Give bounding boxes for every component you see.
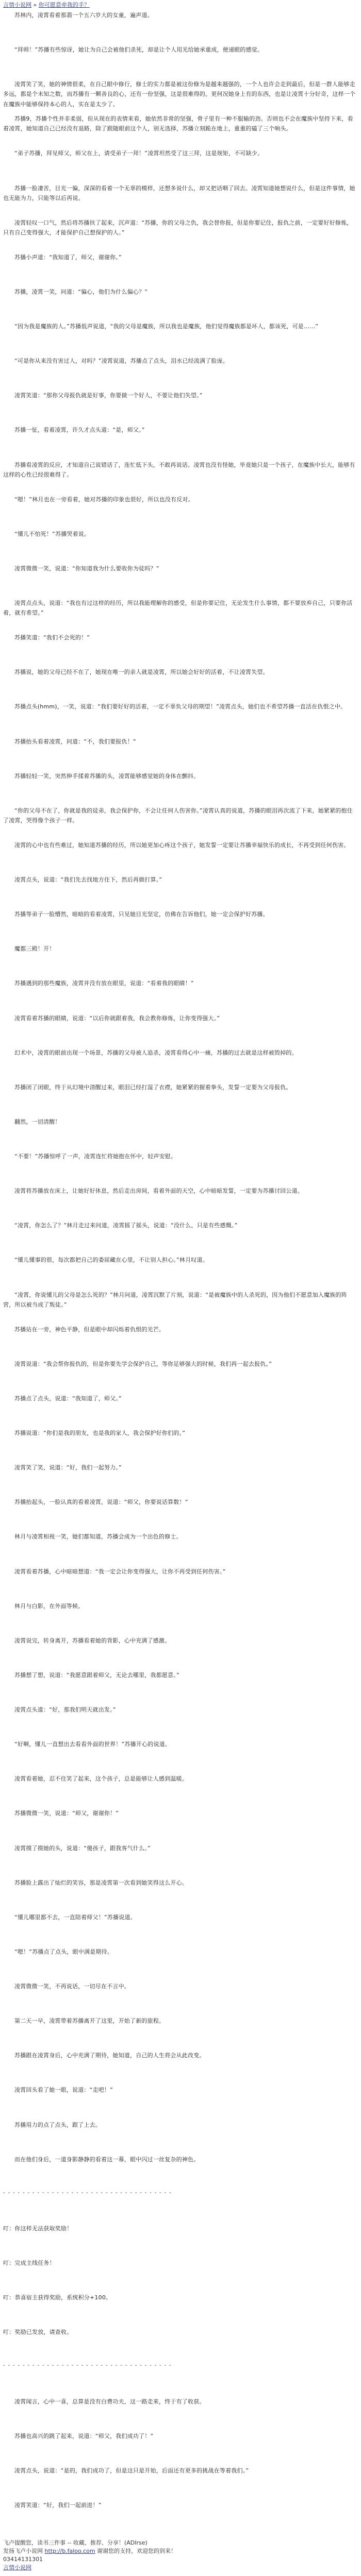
story-paragraph: 林月与白影，在外面等候。 [14, 1603, 84, 1609]
story-paragraph: 苏播，凌霄一笑，问道：“偏心，他们为什么偏心？” [14, 289, 148, 295]
breadcrumb-title-link[interactable]: 你可愿意牵我的手？ [38, 2, 90, 8]
story-paragraph: 苏播闭了闭眼，终于从幻境中清醒过来，眼泪已经打湿了衣襟，她紧紧的握着拳头，发誓一定要为父母报仇。 [14, 1084, 292, 1091]
system-note: 叮：奖励已发放，请查收。 [3, 2329, 73, 2335]
section-divider: - - - - - - - - - - - - - - - - - - - - - - - - - - - - - - - - - - - [3, 2362, 172, 2368]
section-divider: - - - - - - - - - - - - - - - - - - - - - - - - - - - - - - - - - - - [3, 2189, 172, 2196]
story-paragraph: 凌霄点头，说道：“我们先去找地方住下，然后再做打算。” [14, 876, 162, 883]
story-paragraph: 苏播9，苏播个性并非柔弱，但从现在的表情来看，她依然非常的坚强，骨子里有一种不服输的劲。否则也不会在魔族中坚持下来，看着凌霄，她知道自己已经没有退路，除了跟随眼前这个人，别无选择，苏播立刻跪在地上，重重的磕了三个响头。 [3, 115, 353, 132]
story-paragraph: 凌霄闻言，心中一喜，总算是没有白费功夫，这一路走来，终于有了收获。 [14, 2398, 205, 2405]
story-paragraph: 凌霄点头，说道：“是的，我们成功了，但是这只是开始，后面还有更多的挑战在等着我们。” [14, 2467, 249, 2474]
system-note: 叮：你这样无法获取奖励！ [3, 2225, 73, 2232]
story-paragraph: 幻术中，凌霄的眼前出现一个场景，苏播的父母被人追杀，凌霄看得心中一痛，苏播的过去就是这样被毁掉的。 [14, 1049, 298, 1056]
story-paragraph: 苏播抬起头，一脸认真的看着凌霄，说道：“师父，你要说话算数！” [14, 1499, 188, 1505]
story-paragraph: 凌霄笑了笑，她的神情很柔，在自己眼中修行，修士的实力都是被这份修为是越来越强的，一个人也许会走到最后，但是一群人能够走多远，都是个未知之数，而苏播有一颗善良的心，还有一份坚强，这是很难得的。更何况她身上有的东西，也是让凌霄十分好奇，这样一个在魔族中能够保持本心的人，实在是太少了。 [3, 81, 356, 108]
story-paragraph: 凌霄摸了摸她的头，说道：“傻孩子，跟我客气什么。” [14, 1845, 151, 1852]
breadcrumb-separator: » [31, 2, 39, 8]
story-paragraph: “因为我是魔族的人。”苏播低声说道，“我的父母是魔族，所以我也是魔族，他们觉得魔族都是坏人，都该死，可是……” [14, 323, 319, 330]
breadcrumb-site-link[interactable]: 言情小说网 [3, 2, 31, 8]
story-paragraph: 凌霄轻叹一口气，然后将苏播扶了起来，沉声道：“苏播，你的父母之仇，我会替你报，但是你要记住，报仇之前，一定要好好修炼，只有自己变得强大，才能保护自己想保护的人。” [3, 219, 353, 236]
footer-date: 03414131301 [3, 2556, 43, 2563]
story-paragraph: 苏播轻轻一笑，突然伸手揉着苏播的头，凌霄能够感觉她的身体在颤抖。 [14, 773, 200, 779]
story-paragraph: 凌霄说道：“我会帮你报仇的，但是你要先学会保护自己，等你足够强大的时候，我们再一起去报仇。” [14, 1361, 272, 1367]
story-paragraph: 苏播抬头看着凌霄，问道：“不，我们要报仇！” [14, 738, 136, 745]
story-paragraph: 苏播遇到的那些魔族，凌霄并没有放在眼里，说道：“看着我的眼睛！” [14, 980, 194, 987]
story-paragraph: 苏播想了想，说道：“我愿意跟着师父，无论去哪里，我都愿意。” [14, 1672, 179, 1679]
story-paragraph: “懂儿懂事的很，每次都把自己的委屈藏在心里，不让别人担心。”林月叹道。 [14, 1257, 208, 1263]
story-paragraph: 翻然，一切清醒！ [14, 1118, 61, 1125]
system-note: 叮：完成主线任务！ [3, 2260, 55, 2266]
story-paragraph: “凌霄，你怎么了？”林月走过来问道，凌霄摇了摇头，说道：“没什么，只是有些感慨。” [14, 1222, 238, 1229]
story-paragraph: “嗯！”苏播点了点头，眼中满是期待。 [14, 1948, 113, 1955]
story-paragraph: “好啊，懂儿一直想出去看看外面的世界！”苏播开心的说道。 [14, 1741, 171, 1748]
story-paragraph: 凌霄微微一笑，说道：“你知道我为什么要收你为徒吗？” [14, 565, 159, 572]
story-paragraph: 凌霄将苏播放在床上，让她好好休息，然后走出房间，看着外面的天空，心中暗暗发誓，一定要为苏播讨回公道。 [14, 1188, 303, 1194]
story-paragraph: 苏播一怔，看着凌霄，许久才点头道：“是，师父。” [14, 427, 145, 433]
story-paragraph: 凌霄点头道：“好，那我们明天就出发。” [14, 1706, 116, 1713]
story-paragraph: 凌霄笑道：“那你父母报仇就是好事，你要做一个好人，不要让他们失望。” [14, 392, 203, 399]
story-paragraph: “凌霄，你说懂儿的父母是怎么死的？”林月问道，凌霄沉默了片刻，说道：“是被魔族中的人杀死的，因为他们不愿意加入魔族的阵营，所以被当成了叛徒。” [3, 1292, 347, 1309]
story-paragraph: 苏播说道：“你们是我的朋友，也是我的家人，我会保护好你们的。” [14, 1430, 186, 1436]
story-paragraph: 苏播看凌霄的反应，才知道自己说错话了，连忙低下头，不敢再说话。凌霄也没有怪她，毕竟她只是一个孩子，在魔族中长大，能够有这样的心性已经很难得了。 [3, 462, 355, 479]
system-note: 叮：恭喜宿主获得奖励，系统积分+100。 [3, 2294, 112, 2301]
story-paragraph: “拜师！”苏播有些惊讶，她让为自己会被他们杀死，却是让个人用光给她承重成，便递眼的感觉。 [14, 46, 264, 53]
footer-site-prefix: 发扬飞卢小说网 [3, 2548, 43, 2554]
story-paragraph: “懂儿哪里都不去，一直陪着师父！”苏播说道。 [14, 1914, 136, 1921]
footer-site-suffix: 谢谢您的支持，欢迎您的到来！ [97, 2548, 177, 2554]
story-paragraph: 凌霄回头看了她一眼，说道：“走吧！” [14, 2087, 113, 2093]
story-paragraph: 苏播笑道：“我们不会死的！” [14, 634, 90, 641]
story-paragraph: 苏播也高兴的跳了起来，说道：“师父，我们成功了！” [14, 2433, 154, 2439]
story-paragraph: 凌霄说完，转身离开，苏播看着她的背影，心中充满了感激。 [14, 1637, 171, 1644]
story-paragraph: 第二天一早，凌霄带着苏播离开了这里，开始了新的旅程。 [14, 2018, 165, 2024]
story-paragraph: 凌霄看着苏播，心中暗暗想道：“我一定会让你变得强大，让你不再受到任何伤害。” [14, 1568, 226, 1575]
story-paragraph: 苏播站在一旁，神色平静，但是眼中却闪烁着仇恨的光芒。 [14, 1326, 165, 1333]
story-paragraph: “可是你从来没有害过人，对吗？”凌霄说道，苏播点了点头，泪水已经流满了脸庞。 [14, 358, 228, 364]
story-paragraph: 苏播点头(hmm)，一笑，说道：“我们要好好的活着，一定不辜负父母的期望！”凌霄点头，她们也不希望苏播一直活在仇恨之中。 [14, 703, 347, 710]
story-paragraph: 苏林内，凌霄看着那翡一个五六岁大的女童，遍声道。 [14, 12, 153, 19]
story-paragraph: 而在他们身后，一道身影静静的看着这一幕，眼中闪过一丝复杂的神色。 [14, 2156, 200, 2163]
footer-site-link[interactable]: http://b.faloo.com [44, 2548, 95, 2554]
story-paragraph: “弟子苏播，拜见师父，师父在上，请受弟子一拜！”凌霄坦然受了这三拜，这是规矩，不可缺少。 [14, 150, 264, 157]
page-footer [3, 2539, 358, 2572]
story-paragraph: 苏播小声道：“我知道了，师父，谢谢你。” [14, 254, 122, 261]
story-paragraph: “你的父母不在了，你就是我的徒弟，我会保护你，不会让任何人伤害你。”凌霄认真的说道，苏播的眼泪再次流了下来，她紧紧的抱住了凌霄，哭得像个孩子一样。 [3, 807, 353, 824]
story-paragraph: 苏播点了点头，说道：“我知道了，师父。” [14, 1395, 122, 1402]
story-paragraph: 凌霄的心中也有些难过，她知道苏播的经历，所以她更加心疼这个孩子，她发誓一定要让苏播幸福快乐的成长，不再受到任何伤害。 [14, 842, 350, 849]
footer-bottom-line [3, 2564, 358, 2572]
story-paragraph: 苏播微微一笑，说道：“师父，谢谢你！” [14, 1810, 119, 1817]
story-paragraph: “不要！”苏播惊呼了一声，凌霄连忙将她抱在怀中，轻声安慰。 [14, 1153, 177, 1160]
footer-site-line [3, 2547, 358, 2555]
story-paragraph: “懂儿不怕死！”苏播哭着说。 [14, 531, 90, 537]
story-paragraph: 凌霄看着苏播的眼睛，说道：“以后你就跟着我，我会教你修炼，让你变得强大。” [14, 1015, 220, 1022]
story-paragraph: 魔都三殿！开！ [14, 945, 55, 952]
story-paragraph: 苏播说，她的父母已经不在了，她现在唯一的亲人就是凌霄，所以她会好好的活着，不让凌霄失望。 [14, 669, 269, 675]
story-paragraph: 苏播脸上露出了灿烂的笑容，那是凌霄第一次看到她笑得这么开心。 [14, 1879, 188, 1886]
story-paragraph: “嗯！”林月也在一旁看着，她对苏播的印象也很好，所以也没有反对。 [14, 496, 194, 503]
breadcrumb [3, 0, 358, 10]
story-paragraph: 苏播一脸凄苦，目光一偏，深深的看着一个无辜的模样，还想多说什么，却又把话咽了回去。凌霄知道她想说什么，但是这件事情，她也无能为力，只能等以后再说。 [3, 185, 355, 202]
story-paragraph: 苏播用力的点了点头，跟了上去。 [14, 2122, 101, 2128]
chapter-content [3, 10, 358, 2535]
story-paragraph: 凌霄笑了笑，说道：“好，我们一起努力。” [14, 1464, 122, 1471]
footer-bottom-link[interactable]: 言情小说网 [3, 2564, 31, 2571]
story-paragraph: 凌霄微微一笑，不再说话，一切尽在不言中。 [14, 1983, 130, 1990]
story-paragraph: 苏播跟在凌霄身后，心中充满了期待，她知道，自己的人生将会从此改变。 [14, 2052, 205, 2059]
story-paragraph: 苏播等弟子一脸懵然，暗暗的看着凌霄，只见她目光坚定，仿佛在告诉他们，她一定会保护好苏播。 [14, 911, 269, 918]
story-paragraph: 凌霄看着她，忍不住笑了起来，这个孩子，总是能够让人感到温暖。 [14, 1775, 188, 1782]
story-paragraph: 林月与凌霄相视一笑，她们都知道，苏播会成为一个出色的修士。 [14, 1533, 182, 1540]
footer-promo: 飞卢提醒您，读书三件事 -- 收藏、推荐、分享！(ADIrse) [3, 2539, 147, 2546]
story-paragraph: 凌霄笑道：“好，我们一起前进！” [14, 2502, 102, 2509]
story-paragraph: 凌霄点点头，说道：“我也有过这样的经历，所以我能理解你的感受，但是你要记住，无论发生什么事情，都不要放弃自己，只要你活着，就有希望。” [3, 600, 353, 617]
